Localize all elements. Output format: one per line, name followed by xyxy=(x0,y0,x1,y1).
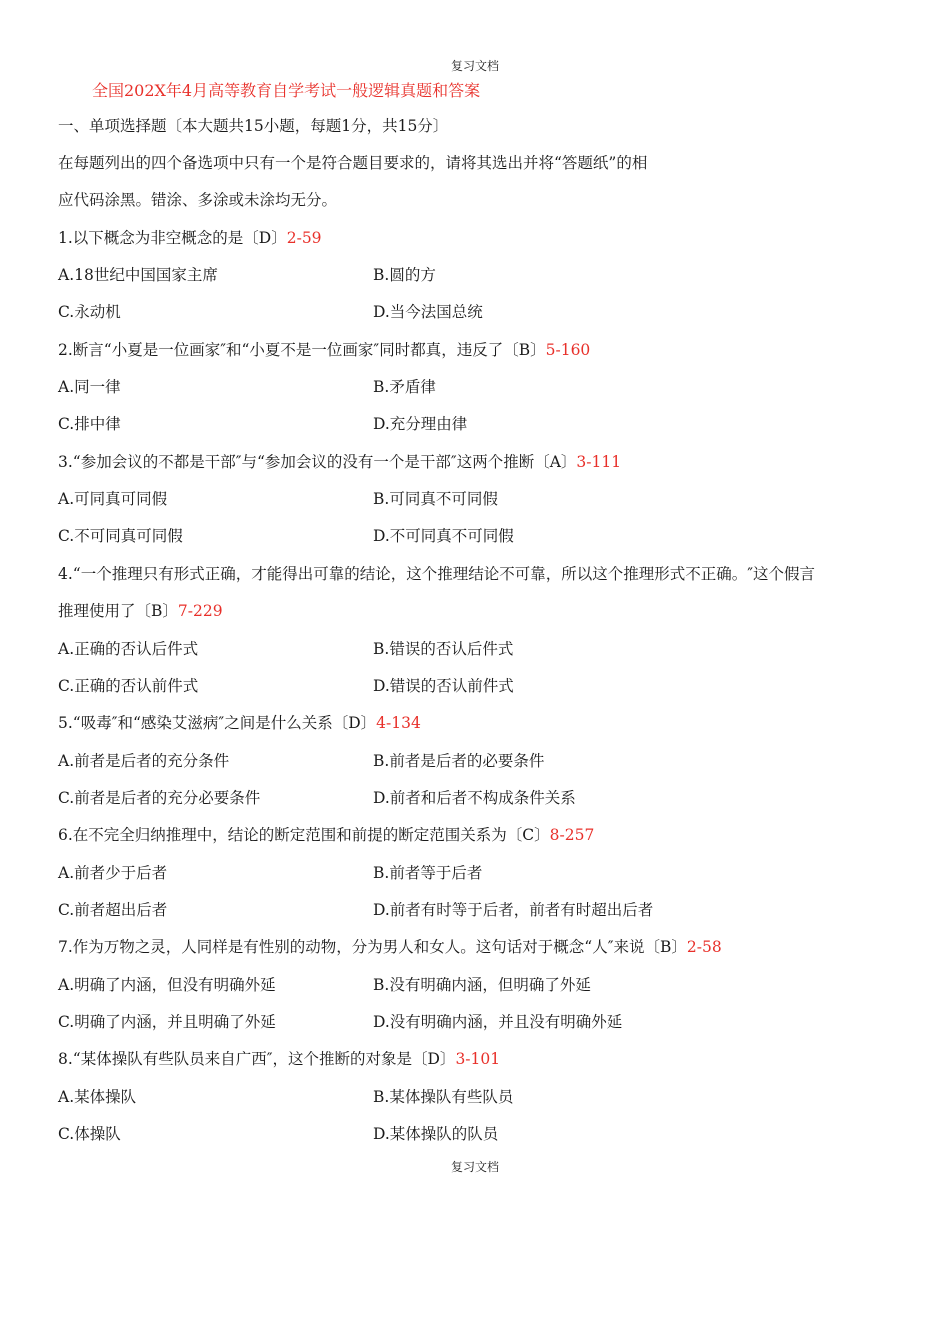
question-ref: 2-58 xyxy=(686,938,722,956)
section-heading: 一、单项选择题〔本大题共15小题，每题1分，共15分〕 xyxy=(58,117,449,135)
option-b: B.可同真不可同假 xyxy=(373,490,498,508)
question-2 xyxy=(58,339,590,361)
question-ref: 3-111 xyxy=(576,453,622,471)
question-text: 7.作为万物之灵，人同样是有性别的动物，分为男人和女人。这句话对于概念“人″来说〔B〕 xyxy=(58,938,687,956)
option-d: D.没有明确内涵，并且没有明确外延 xyxy=(373,1013,623,1031)
question-text: 5.“吸毒″和“感染艾滋病″之间是什么关系〔D〕 xyxy=(58,714,377,732)
option-b: B.错误的否认后件式 xyxy=(373,640,514,658)
option-d: D.不可同真不可同假 xyxy=(373,527,514,545)
option-c: C.正确的否认前件式 xyxy=(58,677,199,695)
option-d: D.前者有时等于后者，前者有时超出后者 xyxy=(373,901,654,919)
question-text: 8.“某体操队有些队员来自广西″，这个推断的对象是〔D〕 xyxy=(58,1050,456,1068)
question-ref: 2-59 xyxy=(286,229,322,247)
question-ref: 8-257 xyxy=(549,826,595,844)
option-c: C.排中律 xyxy=(58,415,121,433)
question-text: 2.断言“小夏是一位画家″和“小夏不是一位画家″同时都真，违反了〔B〕 xyxy=(58,341,546,359)
option-c: C.永动机 xyxy=(58,303,121,321)
intro-line-2: 应代码涂黑。错涂、多涂或未涂均无分。 xyxy=(58,191,338,209)
option-b: B.没有明确内涵，但明确了外延 xyxy=(373,976,591,994)
question-3 xyxy=(58,451,621,473)
intro-line-1: 在每题列出的四个备选项中只有一个是符合题目要求的，请将其选出并将“答题纸”的相 xyxy=(58,154,648,172)
option-b: B.某体操队有些队员 xyxy=(373,1088,514,1106)
option-b: B.矛盾律 xyxy=(373,378,436,396)
option-d: D.某体操队的队员 xyxy=(373,1125,499,1143)
option-a: A.可同真可同假 xyxy=(58,490,168,508)
option-d: D.前者和后者不构成条件关系 xyxy=(373,789,576,807)
option-a: A.18世纪中国国家主席 xyxy=(58,266,218,284)
option-a: A.某体操队 xyxy=(58,1088,137,1106)
option-a: A.前者是后者的充分条件 xyxy=(58,752,230,770)
option-c: C.前者超出后者 xyxy=(58,901,168,919)
option-d: D.错误的否认前件式 xyxy=(373,677,514,695)
option-c: C.明确了内涵，并且明确了外延 xyxy=(58,1013,276,1031)
question-4-cont xyxy=(58,600,223,622)
question-text: 3.“参加会议的不都是干部″与“参加会议的没有一个是干部″这两个推断〔A〕 xyxy=(58,453,577,471)
option-b: B.前者等于后者 xyxy=(373,864,483,882)
option-b: B.前者是后者的必要条件 xyxy=(373,752,545,770)
question-5 xyxy=(58,712,421,734)
question-text: 1.以下概念为非空概念的是〔D〕 xyxy=(58,229,287,247)
question-ref: 5-160 xyxy=(545,341,591,359)
question-text: 推理使用了〔B〕 xyxy=(58,602,178,620)
option-d: D.充分理由律 xyxy=(373,415,468,433)
page-header: 复习文档 xyxy=(450,59,499,73)
question-8 xyxy=(58,1048,500,1070)
question-text: 6.在不完全归纳推理中，结论的断定范围和前提的断定范围关系为〔C〕 xyxy=(58,826,550,844)
option-c: C.不可同真可同假 xyxy=(58,527,183,545)
question-4: 4.“一个推理只有形式正确，才能得出可靠的结论，这个推理结论不可靠，所以这个推理形式不正确。″这个假言 xyxy=(58,565,816,583)
question-ref: 4-134 xyxy=(376,714,421,732)
option-d: D.当今法国总统 xyxy=(373,303,483,321)
question-ref: 7-229 xyxy=(177,602,223,620)
option-a: A.前者少于后者 xyxy=(58,864,168,882)
question-6 xyxy=(58,824,594,846)
document-title: 全国202X年4月高等教育自学考试一般逻辑真题和答案 xyxy=(92,81,481,100)
question-ref: 3-101 xyxy=(455,1050,501,1068)
option-a: A.同一律 xyxy=(58,378,121,396)
option-b: B.圆的方 xyxy=(373,266,436,284)
question-7 xyxy=(58,936,722,958)
option-a: A.正确的否认后件式 xyxy=(58,640,199,658)
question-1 xyxy=(58,227,322,249)
option-c: C.体操队 xyxy=(58,1125,121,1143)
option-c: C.前者是后者的充分必要条件 xyxy=(58,789,261,807)
page-footer: 复习文档 xyxy=(450,1160,499,1174)
option-a: A.明确了内涵，但没有明确外延 xyxy=(58,976,276,994)
